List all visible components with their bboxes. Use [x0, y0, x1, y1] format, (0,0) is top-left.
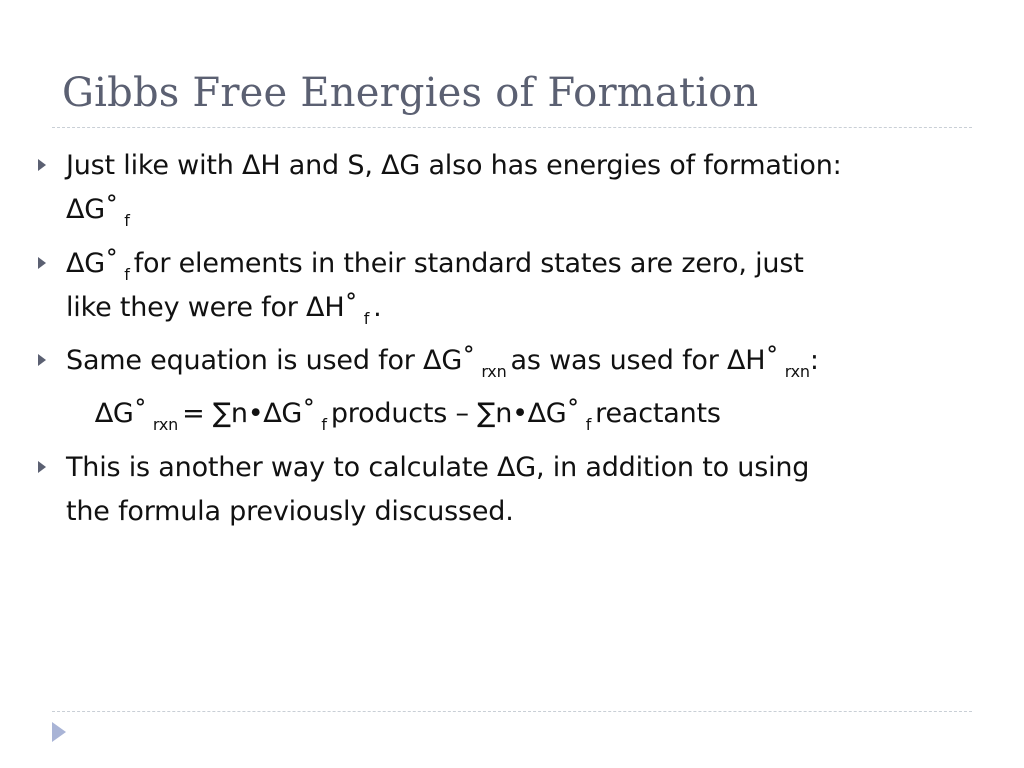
bullet-4-text-cont: the formula previously discussed. [66, 496, 514, 527]
bullet-1-text: Just like with ΔH and S, ΔG also has energies of formation: [66, 150, 842, 181]
equation-line [95, 397, 721, 434]
bullet-1-line-2 [66, 193, 134, 230]
bullet-3-line-1 [66, 344, 819, 381]
subscript-rxn: rxn [152, 415, 179, 434]
bullet-3-text: Same equation is used for ΔG˚ [66, 345, 476, 376]
equation-delta-g: ∆G˚ [95, 398, 147, 429]
subscript-rxn: rxn [481, 362, 507, 381]
title-divider [52, 127, 972, 128]
delta-g-symbol: ΔG˚ [66, 248, 119, 279]
subscript-f: f [124, 265, 130, 284]
subscript-f: f [585, 415, 592, 434]
bullet-4-text: This is another way to calculate ΔG, in addition to using [66, 452, 810, 483]
bullet-4-line-2 [66, 495, 514, 529]
equation-products: products – ∑n•∆G˚ [330, 398, 580, 429]
delta-g-symbol: ΔG˚ [66, 194, 119, 225]
subscript-f: f [363, 309, 370, 328]
bullet-2-text: for elements in their standard states are zero, just [133, 248, 804, 279]
bullet-2-line-1 [66, 247, 804, 284]
bullet-2-line-2 [66, 291, 382, 328]
subscript-f: f [321, 415, 327, 434]
triangle-bullet-icon [38, 257, 46, 269]
triangle-bullet-icon [38, 159, 46, 171]
colon: : [809, 345, 819, 376]
bullet-3-text-cont: as was used for ΔH˚ [510, 345, 779, 376]
bullet-4-line-1 [66, 451, 809, 485]
slide-title: Gibbs Free Energies of Formation [62, 70, 759, 116]
next-slide-arrow-icon[interactable] [52, 722, 66, 742]
bullet-2-text-cont: like they were for ΔH˚ [66, 292, 358, 323]
bullet-1-line-1 [66, 149, 842, 183]
subscript-f: f [124, 211, 130, 230]
triangle-bullet-icon [38, 461, 46, 473]
triangle-bullet-icon [38, 354, 46, 366]
equation-sum-1: = ∑n•∆G˚ [182, 398, 316, 429]
equation-reactants: reactants [595, 398, 721, 429]
subscript-rxn: rxn [784, 362, 810, 381]
period: . [373, 292, 382, 323]
footer-divider [52, 711, 972, 712]
